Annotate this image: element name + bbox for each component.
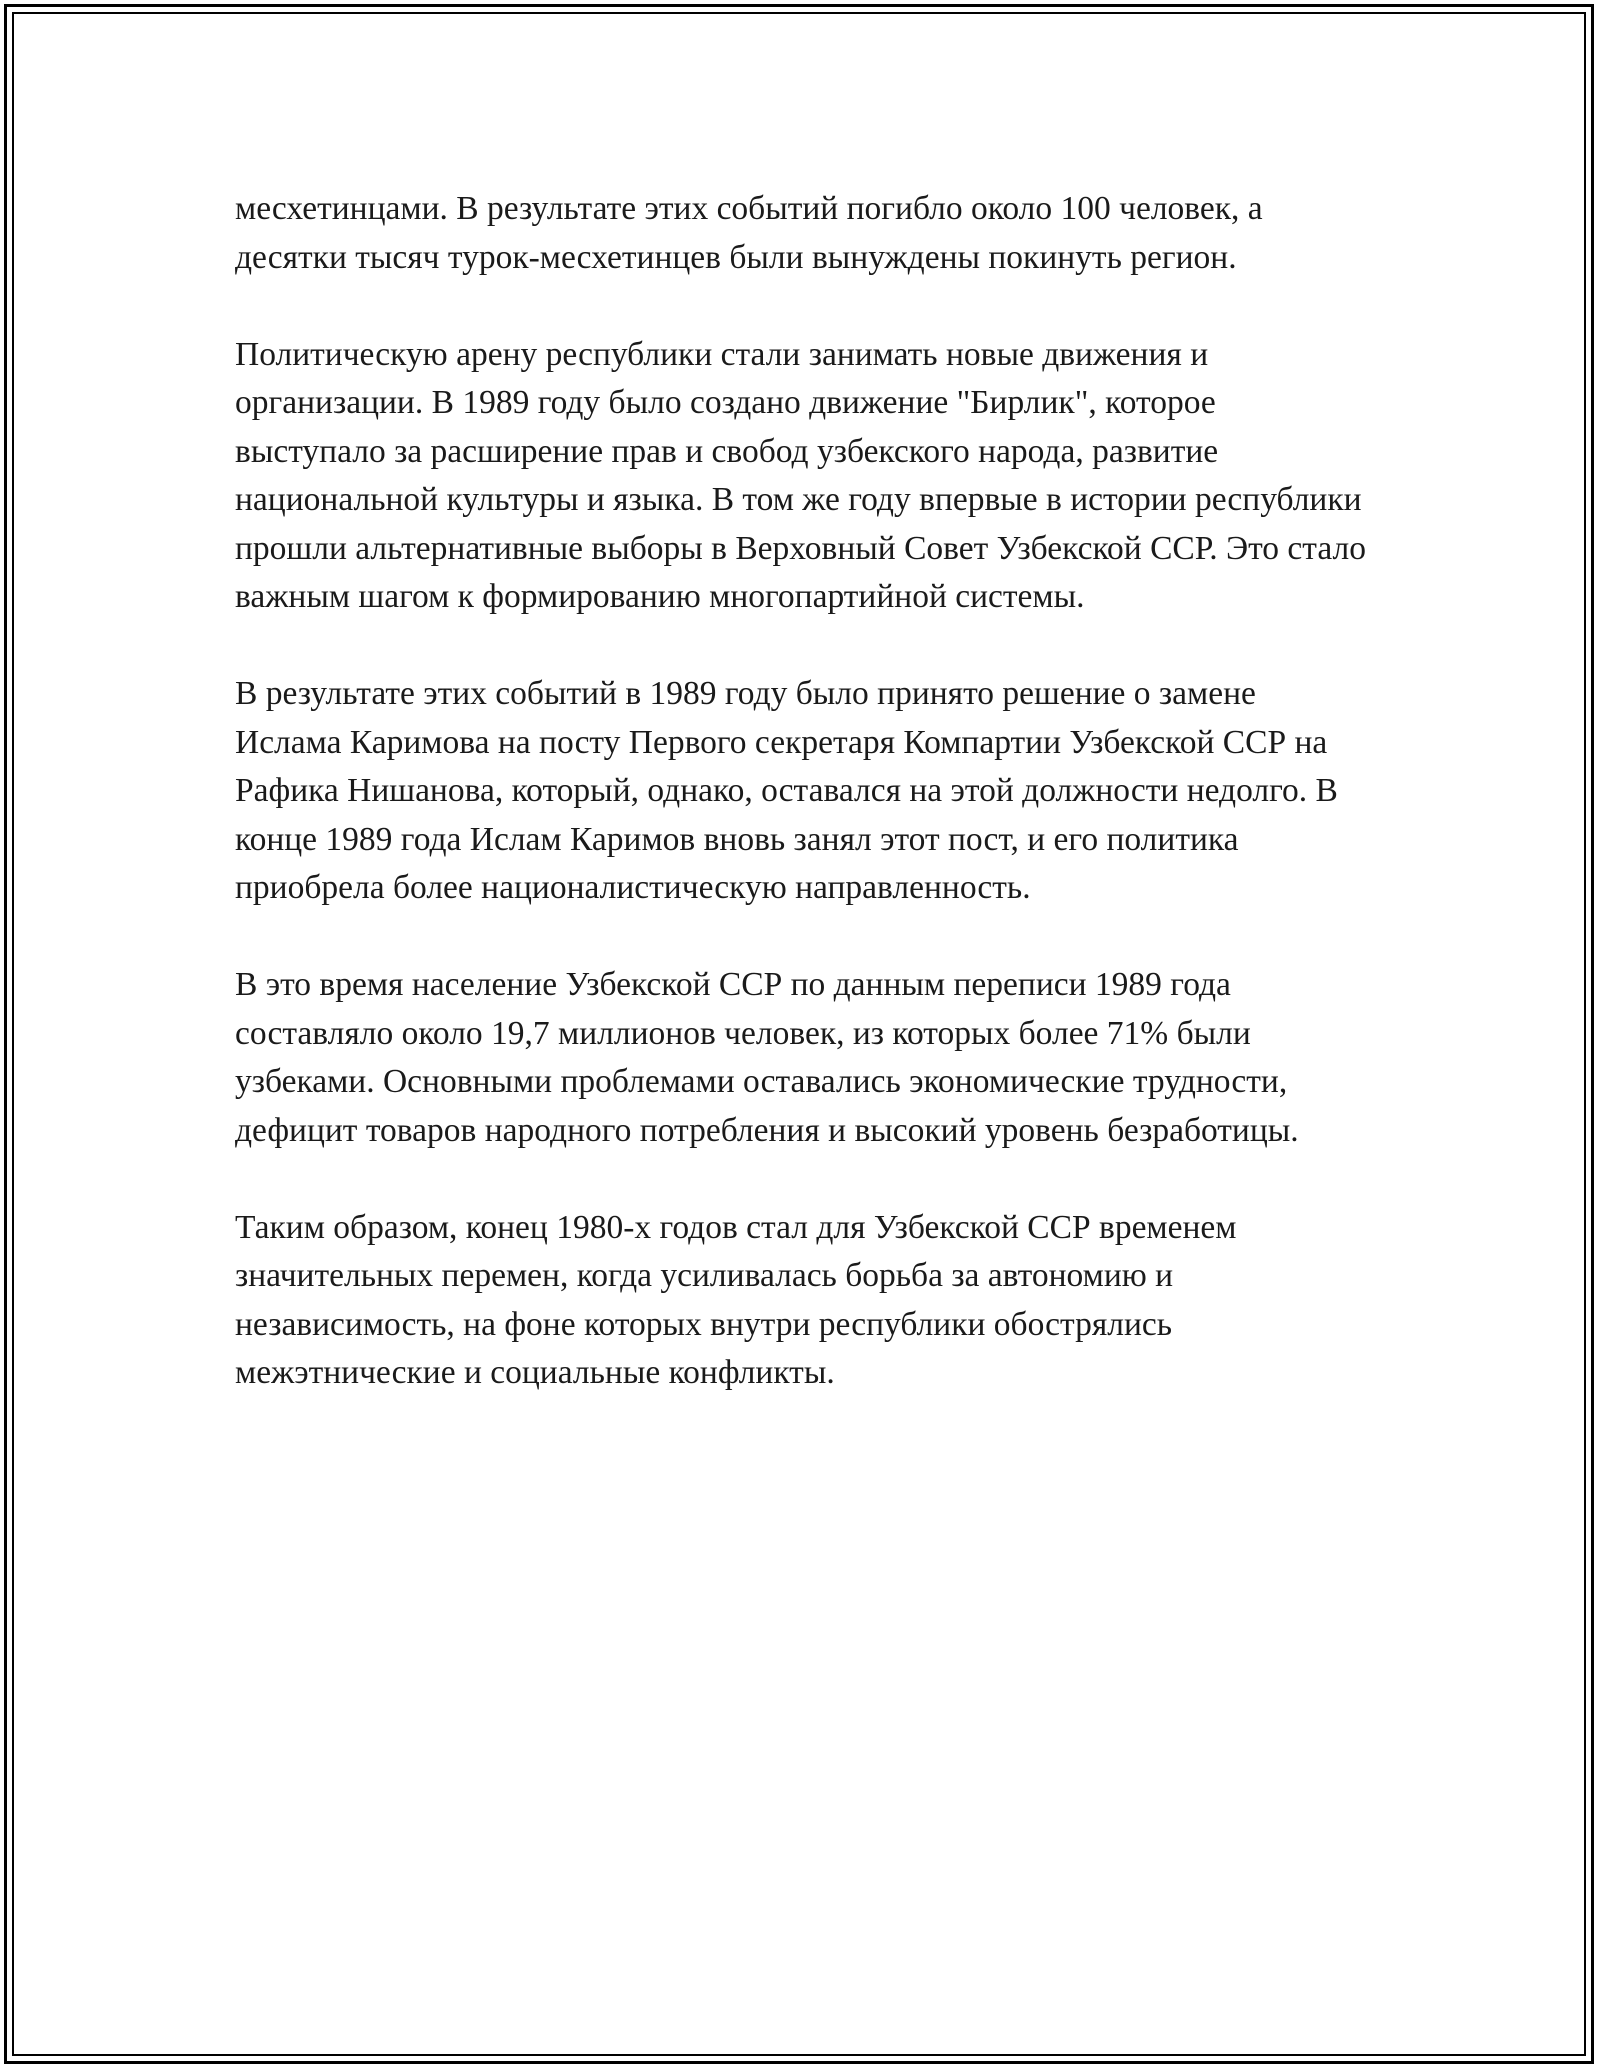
paragraph-2: Политическую арену республики стали занимать новые движения и организации. В 1989 году было создано движение "Бирлик", которое выступало за расширение прав и свобод узбекского народа, развитие национальной культуры и языка. В том же году впервые в истории республики прошли альтернативные выборы в Верховный Совет Узбекской ССР. Это стало важным шагом к формированию многопартийной системы. xyxy=(235,335,1366,615)
paragraph-5: Таким образом, конец 1980-х годов стал для Узбекской ССР временем значительных перемен, когда усиливалась борьба за автономию и независимость, на фоне которых внутри республики обострялись межэтнические и социальные конфликты. xyxy=(235,1208,1237,1391)
document-body xyxy=(235,185,1370,1398)
paragraph-3: В результате этих событий в 1989 году было принято решение о замене Ислама Каримова на посту Первого секретаря Компартии Узбекской ССР на Рафика Нишанова, который, однако, оставался на этой должности недолго. В конце 1989 года Ислам Каримов вновь занял этот пост, и его политика приобрела более националистическую направленность. xyxy=(235,675,1338,906)
paragraph-4: В это время население Узбекской ССР по данным переписи 1989 года составляло около 19,7 миллионов человек, из которых более 71% были узбеками. Основными проблемами оставались экономические трудности, дефицит товаров народного потребления и высокий уровень безработицы. xyxy=(235,966,1299,1149)
paragraph-1: месхетинцами. В результате этих событий погибло около 100 человек, а десятки тысяч турок-месхетинцев были вынуждены покинуть регион. xyxy=(235,190,1263,276)
